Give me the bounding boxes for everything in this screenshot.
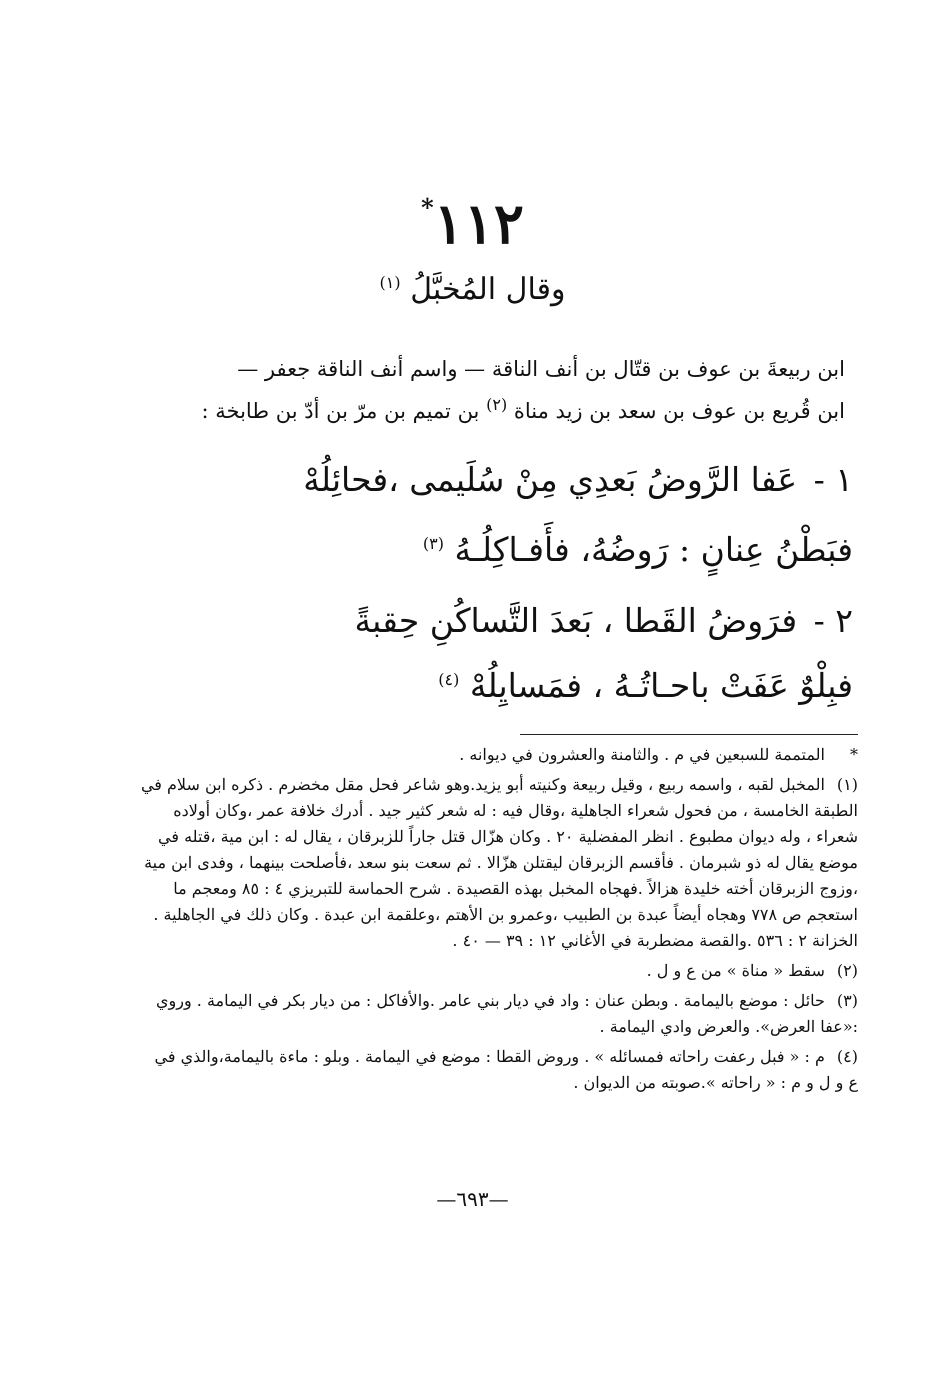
poem-heading bbox=[0, 272, 945, 308]
page-number: —٦٩٣— bbox=[436, 1187, 509, 1211]
footnote-divider bbox=[520, 734, 858, 735]
poem-number-text: ١١٢ bbox=[433, 191, 524, 257]
footnote-label: (١) bbox=[836, 775, 858, 794]
verse-1-number: ١ - bbox=[813, 460, 853, 499]
verse-2-first-hemistich bbox=[354, 603, 853, 639]
verse-2-first-text: فرَوضُ القَطا ، بَعدَ التَّساكُنِ حِقبةً bbox=[354, 601, 798, 640]
intro-line-2-part-a: ابن قُريع بن عوف بن سعد بن زيد مناة bbox=[513, 399, 845, 423]
verse-1-first-text: عَفا الرَّوضُ بَعدِي مِنْ سُلَيمى ،فحائِلُهْ bbox=[303, 460, 798, 499]
poem-heading-text: وقال المُخبَّلُ bbox=[410, 272, 566, 307]
footnote-text: المتممة للسبعين في م . والثامنة والعشرون في ديوانه . bbox=[459, 745, 825, 764]
verse-2-second-text: فبِلْوٌ عَفَتْ باحـاتُـهُ ، فمَسايِلُهْ bbox=[469, 666, 853, 705]
intro-footnote-ref: (٢) bbox=[486, 395, 508, 414]
footnote-star bbox=[140, 742, 858, 768]
footnote-label: (٢) bbox=[836, 961, 858, 980]
verse-2-footnote-ref: (٤) bbox=[438, 670, 460, 689]
verse-1-second-text: فبَطْنُ عِنانٍ : رَوضُهُ، فأَفـاكِلُـهُ bbox=[454, 530, 853, 569]
poet-lineage-intro bbox=[165, 352, 845, 429]
intro-line-2 bbox=[165, 387, 845, 429]
footnote-3 bbox=[140, 988, 858, 1040]
footnote-4 bbox=[140, 1044, 858, 1096]
intro-line-2-part-b: بن تميم بن مرّ بن أدّ بن طابخة : bbox=[201, 399, 480, 423]
verse-1-footnote-ref: (٣) bbox=[422, 534, 444, 553]
footnote-label: * bbox=[850, 745, 858, 764]
footnote-text: حائل : موضع باليمامة . وبطن عنان : واد في ديار بني عامر .والأفاكل : من ديار بكر في اليمامة . وروي :«عفا العرض». والعرض وادي اليمامة . bbox=[156, 991, 858, 1036]
footnote-text: المخبل لقبه ، واسمه ربيع ، وقيل ربيعة وكنيته أبو يزيد.وهو شاعر فحل مقل مخضرم . ذكره ابن سلام في الطبقة الخامسة ، من فحول شعراء الجاهلية ،وقال فيه : له شعر كثير جيد . أدرك خلافة عمر ،وكان أولاده شعراء ، وله ديوان مطبوع . انظر المفضلية ٢٠ . وكان هزّال قتل جاراً للزبرقان ، يقال له : ابن مية ،قتله في موضع يقال له ذو شبرمان . فأقسم الزبرقان ليقتلن هزّالا . ثم سعت بنو سعد ،فأصلحت بينهما ، وفدى ابن مية ،وزوج الزبرقان أخته خليدة هزالاً .فهجاه المخبل بهذه القصيدة . شرح الحماسة للتبريزي ٤ : ٨٥ ومعجم ما استعجم ص ٧٧٨ وهجاه أيضاً عبدة بن الطبيب ،وعمرو بن الأهتم ،وعلقمة ابن عبدة . وكان ذلك في الجاهلية . الخزانة ٢ : ٥٣٦ .والقصة مضطربة في الأغاني ١٢ : ٣٩ — ٤٠ . bbox=[140, 775, 858, 950]
poem-heading-footnote-ref: (١) bbox=[379, 273, 401, 292]
footnote-text: م : « فبل رعفت راحاته فمسائله » . وروض القطا : موضع في اليمامة . وبلو : ماءة باليمامة،والذي في ع و ل و م : « راحاته ».صوبته من الديوان . bbox=[154, 1047, 858, 1092]
footnotes bbox=[140, 742, 858, 1100]
footnote-label: (٤) bbox=[836, 1047, 858, 1066]
verse-1-first-hemistich bbox=[303, 462, 853, 498]
verse-2-number: ٢ - bbox=[813, 601, 853, 640]
verse-1-second-hemistich bbox=[423, 532, 853, 568]
footnote-text: سقط « مناة » من ع و ل . bbox=[646, 961, 825, 980]
intro-line-1: ابن ربيعةَ بن عوف بن قتّال بن أنف الناقة — واسم أنف الناقة جعفر — bbox=[237, 357, 845, 381]
verse-2-second-hemistich bbox=[438, 668, 853, 704]
footnote-1 bbox=[140, 772, 858, 954]
poem-number-star: * bbox=[421, 193, 434, 222]
poem-number bbox=[0, 191, 945, 257]
footnote-label: (٣) bbox=[836, 991, 858, 1010]
footnote-2 bbox=[140, 958, 858, 984]
